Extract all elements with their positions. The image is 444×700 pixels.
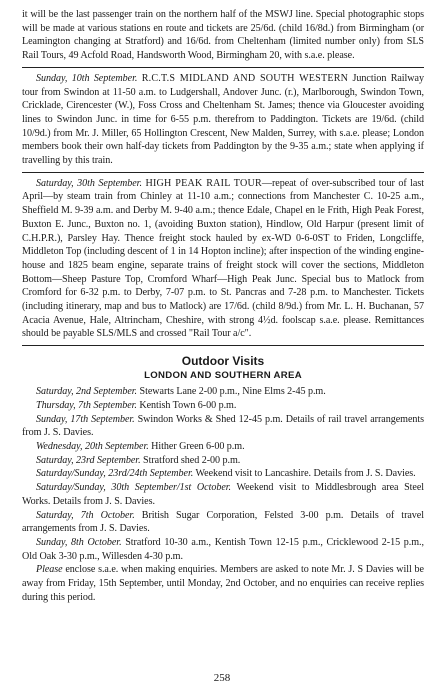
- visit-item: [22, 440, 424, 454]
- visits-list: [22, 385, 424, 604]
- visit-date: Saturday/Sunday, 30th September/1st October.: [36, 482, 232, 494]
- rcts-tour-date: Sunday, 10th September.: [36, 72, 138, 84]
- visit-date: Please: [36, 564, 63, 576]
- visit-text: enclose s.a.e. when making enquiries. Members are asked to note Mr. J. S Davies will be away from Friday, 15th September, until Monday, 2nd October, and no enquiries can receive replies during this period.: [22, 564, 424, 603]
- divider: [22, 172, 424, 173]
- visit-item: [22, 563, 424, 604]
- area-heading: LONDON AND SOUTHERN AREA: [144, 370, 302, 382]
- visit-date: Saturday, 23rd September.: [36, 454, 141, 466]
- divider: [22, 67, 424, 68]
- visit-date: Thursday, 7th September.: [36, 399, 137, 411]
- rcts-tour-paragraph: [22, 72, 424, 168]
- visit-text: British Sugar Corporation, Felsted 3-00 p.m. Details of travel arrangements from J. S. Davies.: [22, 509, 424, 535]
- page-number: 258: [213, 672, 231, 684]
- visit-item: [22, 509, 424, 536]
- visit-text: Stewarts Lane 2-00 p.m., Nine Elms 2-45 p.m.: [137, 386, 326, 398]
- visit-date: Saturday, 7th October.: [36, 509, 135, 521]
- visit-item: [22, 399, 424, 413]
- high-peak-tour-title: HIGH PEAK RAIL TOUR: [145, 177, 262, 189]
- visit-item: [22, 536, 424, 563]
- visit-item: [22, 385, 424, 399]
- visit-item: [22, 454, 424, 468]
- rcts-tour-title: R.C.T.S MIDLAND AND SOUTH WESTERN: [141, 72, 349, 84]
- visit-date: Saturday, 2nd September.: [36, 386, 138, 398]
- intro-paragraph: it will be the last passenger train on the northern half of the MSWJ line. Special photographic stops will be made at various stations en route and tickets are 25/6d. (child 16/8d.) from Birmingham (or Leamington changing at Stratford) and 16/6d. from Cheltenham (limited number only) from SLS Rail Tours, 49 Acfold Road, Handsworth Wood, Birmingham 20, with s.a.e. please.: [22, 9, 424, 62]
- divider: [22, 345, 424, 346]
- visit-date: Sunday, 8th October.: [36, 536, 122, 548]
- visit-item: [22, 481, 424, 508]
- visit-text: Kentish Town 6-00 p.m.: [136, 399, 237, 411]
- rcts-tour-body: Junction Railway tour from Swindon at 11-50 a.m. to Ludgershall, Andover Junc. (r.), Marlborough, Swindon Town, Cricklade, Cirencester (W.), Foss Cross and Cheltenham St. James; thence via Gloucester avoiding lines to Swindon Junc. in time for 6-55 p.m. therefrom to Paddington. Tickets are 19/6d. (child 10/9d.) from Mr. J. Miller, 65 Hollington Crescent, New Malden, Surrey, with s.a.e. please; London members book their own half-day tickets from Paddington by the 9-35 a.m.; state when applying if travelling by this train.: [22, 72, 424, 167]
- visit-text: Weekend visit to Lancashire. Details from J. S. Davies.: [193, 468, 416, 480]
- text-column: [22, 8, 424, 604]
- visit-text: Stratford shed 2-00 p.m.: [140, 454, 241, 466]
- visit-date: Wednesday, 20th September.: [36, 440, 149, 452]
- visit-text: Stratford 10-30 a.m., Kentish Town 12-15 p.m., Cricklewood 2-15 p.m., Old Oak 3-30 p.m., Willesden 4-30 p.m.: [22, 536, 424, 562]
- visit-text: Swindon Works & Shed 12-45 p.m. Details of rail travel arrangements from J. S. Davies.: [22, 413, 425, 439]
- high-peak-tour-date: Saturday, 30th September.: [36, 177, 142, 189]
- high-peak-tour-paragraph: [22, 177, 424, 341]
- visit-date: Sunday, 17th September.: [36, 413, 135, 425]
- visit-item: [22, 413, 424, 440]
- visit-date: Saturday/Sunday, 23rd/24th September.: [36, 468, 194, 480]
- high-peak-tour-body: —repeat of over-subscribed tour of last April—by steam train from Chinley at 11-10 a.m.; connections from Manchester C. 10-25 a.m., Sheffield M. 9-39 a.m. and Derby M. 9-40 a.m.; thence Edale, Chapel en le Frith, High Peak Forest, Buxton E. Junc., Buxton no. 1, (avoiding Buxton station), Hindlow, Old Harpur (present limit of C.H.P.R.), Parsley Hay. Thence freight stock hauled by ex-WD 0-6-0ST to Friden, Longcliffe, Middleton Top (including descent of 1 in 14 Hopton incline); after inspection of the winding engine-house and 1825 beam engine, separate trains of freight stock will cover the sections, Middleton Bottom—Sheep Pasture Top, Cromford Wharf—High Peak Junc. Special bus to Matlock from Cromford for 6-32 p.m. to Derby, 7-07 p.m. to St. Pancras and 7-28 p.m. to Manchester. Tickets (including itinerary, map and bus to Matlock) are 17/6d. (child 8/9d.) from Mr. L. H. Buchanan, 57 Acacia Avenue, Hale, Altrincham, Cheshire, with strong 4½d. foolscap s.a.e. please. Remittances should be payable SLS/MLS and crossed "Rail Tour a/c".: [22, 177, 424, 340]
- visit-text: Hither Green 6-00 p.m.: [148, 440, 245, 452]
- visit-text: Weekend visit to Middlesbrough area Steel Works. Details from J. S. Davies.: [22, 482, 425, 507]
- section-heading: Outdoor Visits: [181, 354, 265, 369]
- visit-item: [22, 467, 424, 481]
